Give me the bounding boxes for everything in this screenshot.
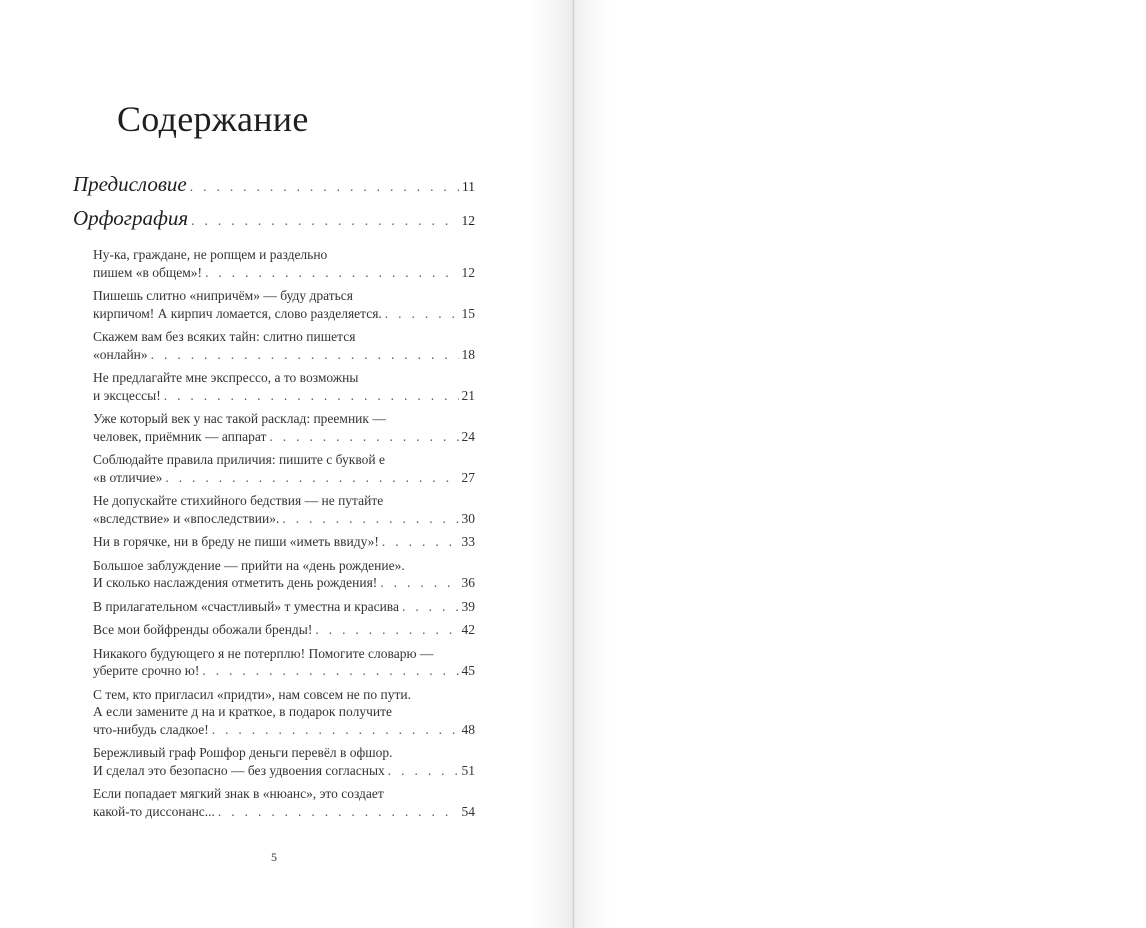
toc-entry-page-number: 39 [461,598,475,614]
toc-section-heading[interactable] [73,206,475,240]
toc-entry-page-number: 45 [461,663,475,678]
toc-entry-last-line [93,346,475,364]
dot-leader [218,803,459,821]
toc-entry-page-number: 42 [461,622,475,637]
dot-leader [190,179,459,195]
book-gutter [573,0,574,928]
toc-entry[interactable] [93,246,475,281]
toc-entry-page-number: 21 [461,387,475,403]
toc-entry-title-line: В прилагательном «счастливый» т уместна и красива [93,598,399,614]
page-number-left: 5 [271,850,277,864]
dot-leader [315,621,458,639]
dot-leader [282,510,458,528]
toc-entry-last-line [93,264,475,282]
toc-entry-title-line: Бережливый граф Рошфор деньги перевёл в офшор. [93,745,393,760]
toc-entry-last-line [93,762,475,780]
toc-entry[interactable] [93,598,475,616]
toc-entry-last-line [93,662,475,680]
toc-section-page-number: 12 [461,213,475,228]
toc-column-left [73,172,475,826]
toc-entry-page-number: 48 [461,721,475,737]
toc-entry[interactable] [93,410,475,445]
toc-entry-title-line: и эксцессы! [93,387,161,403]
toc-entry[interactable] [93,328,475,363]
toc-entry[interactable] [93,492,475,527]
dot-leader [269,428,458,446]
toc-entry-title-line: Не предлагайте мне экспрессо, а то возможны [93,370,359,385]
toc-entry-page-number: 30 [461,510,475,526]
toc-section-title: Орфография [73,206,189,230]
toc-section-page-number: 11 [462,179,475,194]
toc-entry-page-number: 12 [461,264,475,280]
toc-entry-title-line: Большое заблуждение — прийти на «день рождение». [93,557,405,573]
toc-entry[interactable] [93,533,475,551]
toc-entry[interactable] [93,744,475,779]
dot-leader [164,387,459,405]
toc-entry-title-line: уберите срочно ю! [93,663,200,678]
toc-entry-title-line: кирпичом! А кирпич ломается, слово разделяется. [93,305,382,321]
toc-entry-title-line: «онлайн» [93,346,148,362]
toc-entry-last-line [93,598,475,616]
toc-entry-title-line: человек, приёмник — аппарат [93,428,267,444]
toc-entry-title-line: пишем «в общем»! [93,264,203,280]
toc-entry-page-number: 54 [461,803,475,819]
toc-entry-page-number: 36 [461,575,475,590]
toc-entry-last-line [93,621,475,639]
toc-entry-last-line [93,533,475,551]
right-page [573,0,1146,928]
toc-entry[interactable] [93,557,475,592]
dot-leader [191,213,458,229]
toc-title: Содержание [117,99,309,139]
toc-entry-title-line: Никакого будующего я не потерплю! Помогите словарю — [93,645,434,661]
toc-entry-page-number: 24 [461,428,475,444]
toc-entry-last-line [93,721,475,739]
toc-entry-last-line [93,387,475,405]
dot-leader [382,533,459,551]
toc-entry-title-line: С тем, кто пригласил «придти», нам совсем не по пути. [93,686,411,702]
toc-entry-last-line [93,305,475,323]
dot-leader [388,762,459,780]
toc-entry-title-line: какой-то диссонанс... [93,803,215,819]
dot-leader [212,721,459,739]
toc-entry-page-number: 15 [461,305,475,321]
toc-entry-page-number: 27 [461,469,475,485]
dot-leader [380,574,458,592]
dot-leader [151,346,459,364]
toc-entry-last-line [93,510,475,528]
dot-leader [385,305,459,323]
toc-entry-last-line [93,574,475,592]
dot-leader [165,469,458,487]
toc-entry-page-number: 33 [461,534,475,549]
toc-entry[interactable] [93,645,475,680]
toc-entry[interactable] [93,686,475,739]
toc-entry[interactable] [93,451,475,486]
toc-entry[interactable] [93,785,475,820]
toc-entry-title-line: Не допускайте стихийного бедствия — не путайте [93,493,384,508]
dot-leader [202,662,458,680]
toc-entry[interactable] [93,369,475,404]
toc-entry[interactable] [93,287,475,322]
toc-entry-last-line [93,469,475,487]
toc-entry-title-line: Если попадает мягкий знак в «нюанс», это создает [93,786,384,801]
toc-entry-title-line: Соблюдайте правила приличия: пишите с буквой е [93,452,385,467]
toc-entry-title-line: А если замените д на и краткое, в подарок получите [93,704,392,719]
dot-leader [402,598,459,616]
toc-entry-title-line: Скажем вам без всяких тайн: слитно пишется [93,329,356,344]
toc-entry-last-line [93,803,475,821]
toc-entry-title-line: Все мои бойфренды обожали бренды! [93,622,313,637]
toc-entry[interactable] [93,621,475,639]
toc-entry-title-line: что-нибудь сладкое! [93,721,209,737]
toc-entry-page-number: 51 [461,762,475,778]
toc-entry-title-line: «в отличие» [93,469,163,485]
toc-section-heading[interactable] [73,172,475,206]
toc-entry-title-line: И сделал это безопасно — без удвоения согласных [93,762,385,778]
toc-section-title: Предисловие [73,172,187,196]
toc-entry-title-line: И сколько наслаждения отметить день рождения! [93,575,378,590]
toc-entry-page-number: 18 [461,346,475,362]
toc-entry-last-line [93,428,475,446]
toc-entry-title-line: Ни в горячке, ни в бреду не пиши «иметь ввиду»! [93,534,379,549]
toc-entry-title-line: Ну-ка, граждане, не ропщем и раздельно [93,247,328,262]
toc-entry-title-line: Пишешь слитно «нипричём» — буду драться [93,288,353,303]
toc-entry-title-line: Уже который век у нас такой расклад: преемник — [93,411,386,426]
dot-leader [205,264,458,282]
toc-entry-title-line: «вследствие» и «впоследствии». [93,510,280,526]
